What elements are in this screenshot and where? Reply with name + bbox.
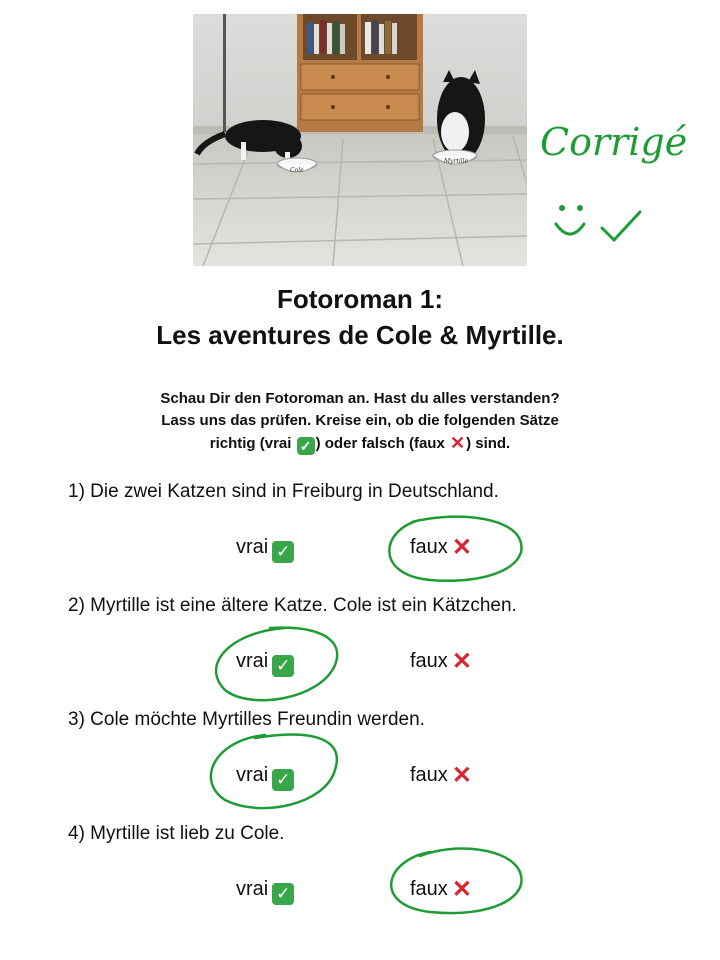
bowl-label-left: Cole bbox=[290, 167, 304, 174]
check-mark-icon: ✓ bbox=[272, 655, 294, 677]
question-4: 4) Myrtille ist lieb zu Cole. bbox=[68, 823, 285, 844]
q1-vrai-label: vrai bbox=[236, 536, 269, 558]
corrige-text: Corrigé bbox=[540, 120, 688, 164]
cross-mark-icon: ✕ bbox=[451, 762, 472, 789]
q3-vrai-label: vrai bbox=[236, 764, 269, 786]
cats-photo bbox=[193, 14, 527, 266]
check-mark-icon: ✓ bbox=[272, 541, 294, 563]
check-mark-icon: ✓ bbox=[297, 437, 315, 455]
instruction-line1: Schau Dir den Fotoroman an. Hast du alles verstanden? bbox=[160, 390, 560, 407]
page-title-line2: Les aventures de Cole & Myrtille. bbox=[156, 320, 564, 350]
question-1: 1) Die zwei Katzen sind in Freiburg in Deutschland. bbox=[68, 481, 499, 502]
q3-faux-label: faux bbox=[410, 764, 448, 786]
cross-mark-icon: ✕ bbox=[451, 648, 472, 675]
q4-vrai-label: vrai bbox=[236, 878, 269, 900]
instruction-line2: Lass uns das prüfen. Kreise ein, ob die folgenden Sätze bbox=[161, 412, 559, 429]
instruction-line3-c: ) sind. bbox=[466, 435, 511, 452]
bowl-label-right: Myrtille bbox=[444, 158, 469, 165]
cross-mark-icon: ✕ bbox=[451, 534, 472, 561]
page-title-line1: Fotoroman 1: bbox=[276, 284, 444, 314]
cross-mark-icon: ✕ bbox=[451, 876, 472, 903]
instruction-line3 bbox=[0, 434, 720, 455]
q3-option-vrai[interactable] bbox=[236, 764, 295, 791]
q4-option-faux[interactable] bbox=[410, 878, 473, 901]
instruction-line3-b: ) oder falsch (faux bbox=[315, 435, 449, 452]
cross-mark-icon: ✕ bbox=[449, 433, 466, 453]
q2-faux-label: faux bbox=[410, 650, 448, 672]
check-mark-icon: ✓ bbox=[272, 769, 294, 791]
corrige-annotation bbox=[540, 120, 688, 260]
q1-faux-label: faux bbox=[410, 536, 448, 558]
smiley-check-icon bbox=[540, 120, 680, 260]
question-3: 3) Cole möchte Myrtilles Freundin werden. bbox=[68, 709, 425, 730]
q2-vrai-label: vrai bbox=[236, 650, 269, 672]
question-2: 2) Myrtille ist eine ältere Katze. Cole ist ein Kätzchen. bbox=[68, 595, 517, 616]
q4-faux-label: faux bbox=[410, 878, 448, 900]
q2-option-faux[interactable] bbox=[410, 650, 473, 673]
q1-option-faux[interactable] bbox=[410, 536, 473, 559]
q3-option-faux[interactable] bbox=[410, 764, 473, 787]
q2-option-vrai[interactable] bbox=[236, 650, 295, 677]
check-mark-icon: ✓ bbox=[272, 883, 294, 905]
q1-option-vrai[interactable] bbox=[236, 536, 295, 563]
instruction-line3-a: richtig (vrai bbox=[209, 435, 296, 452]
q4-option-vrai[interactable] bbox=[236, 878, 295, 905]
